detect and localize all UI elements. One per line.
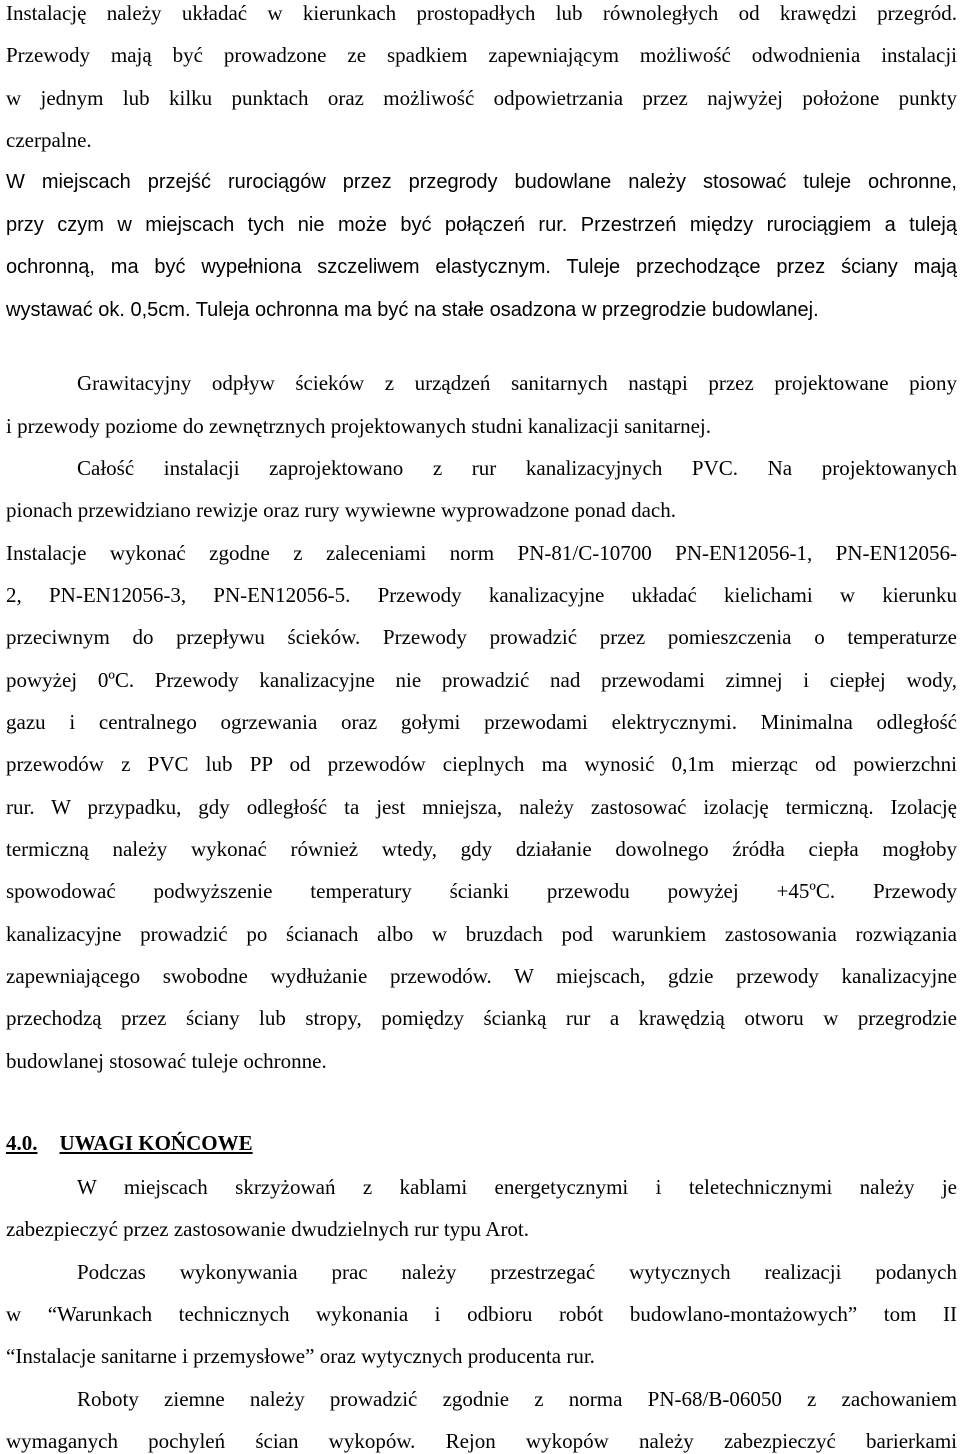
text-line: budowlanej stosować tuleje ochronne. [6,1049,327,1073]
text-line: ochronną, ma być wypełniona szczeliwem elastycznym. Tuleje przechodzące przez ściany mają [6,256,957,278]
section-title: UWAGI KOŃCOWE [59,1131,253,1155]
section-number: 4.0. [6,1131,38,1155]
paragraph-first-line: Roboty ziemne należy prowadzić zgodnie z norma PN-68/B-06050 z zachowaniem [77,1387,957,1411]
text-line: przy czym w miejscach tych nie może być połączeń rur. Przestrzeń między rurociągiem a tuleją [6,214,957,236]
text-line: 2, PN-EN12056-3, PN-EN12056-5. Przewody kanalizacyjne układać kielichami w kierunku [6,583,957,607]
text-line: w jednym lub kilku punktach oraz możliwość odpowietrzania przez najwyżej położone punkty [6,86,957,110]
text-line: Instalację należy układać w kierunkach prostopadłych lub równoległych od krawędzi przegród. [6,1,957,25]
text-line: wymaganych pochyleń ścian wykopów. Rejon wykopów należy zabezpieczyć barierkami [6,1429,957,1453]
text-line: Instalacje wykonać zgodne z zaleceniami norm PN-81/C-10700 PN-EN12056-1, PN-EN12056- [6,541,957,565]
text-line: W miejscach przejść rurociągów przez przegrody budowlane należy stosować tuleje ochronne, [6,171,957,193]
text-line: w “Warunkach technicznych wykonania i odbioru robót budowlano-montażowych” tom II [6,1302,957,1326]
text-line: zabezpieczyć przez zastosowanie dwudzielnych rur typu Arot. [6,1217,530,1241]
text-line: i przewody poziome do zewnętrznych projektowanych studni kanalizacji sanitarnej. [6,414,711,438]
text-line: przechodzą przez ściany lub stropy, pomiędzy ścianką rur a krawędzią otworu w przegrodzie [6,1006,957,1030]
text-line: rur. W przypadku, gdy odległość ta jest mniejsza, należy zastosować izolację termiczną. Izolację [6,795,957,819]
paragraph-first-line: Całość instalacji zaprojektowano z rur kanalizacyjnych PVC. Na projektowanych [77,456,957,480]
text-line: zapewniającego swobodne wydłużanie przewodów. W miejscach, gdzie przewody kanalizacyjne [6,964,957,988]
text-line: czerpalne. [6,128,92,152]
section-heading [6,1130,253,1156]
paragraph-first-line: Podczas wykonywania prac należy przestrzegać wytycznych realizacji podanych [77,1260,957,1284]
text-line: przewodów z PVC lub PP od przewodów cieplnych ma wynosić 0,1m mierząc od powierzchni [6,752,957,776]
text-line: Przewody mają być prowadzone ze spadkiem zapewniającym możliwość odwodnienia instalacji [6,43,957,67]
text-line: przeciwnym do przepływu ścieków. Przewody prowadzić przez pomieszczenia o temperaturze [6,625,957,649]
text-line: powyżej 0ºC. Przewody kanalizacyjne nie prowadzić nad przewodami zimnej i ciepłej wody, [6,668,957,692]
paragraph-first-line: W miejscach skrzyżowań z kablami energetycznymi i teletechnicznymi należy je [77,1175,957,1199]
text-line: pionach przewidziano rewizje oraz rury wywiewne wyprowadzone ponad dach. [6,498,676,522]
text-line: gazu i centralnego ogrzewania oraz gołymi przewodami elektrycznymi. Minimalna odległość [6,710,957,734]
text-line: spowodować podwyższenie temperatury ścianki przewodu powyżej +45ºC. Przewody [6,879,957,903]
text-line: kanalizacyjne prowadzić po ścianach albo w bruzdach pod warunkiem zastosowania rozwiązania [6,922,957,946]
text-line: termiczną należy wykonać również wtedy, gdy działanie dowolnego źródła ciepła mogłoby [6,837,957,861]
text-line: wystawać ok. 0,5cm. Tuleja ochronna ma być na stałe osadzona w przegrodzie budowlanej. [6,299,819,321]
paragraph-first-line: Grawitacyjny odpływ ścieków z urządzeń sanitarnych nastąpi przez projektowane piony [77,371,957,395]
text-line: “Instalacje sanitarne i przemysłowe” oraz wytycznych producenta rur. [6,1344,595,1368]
